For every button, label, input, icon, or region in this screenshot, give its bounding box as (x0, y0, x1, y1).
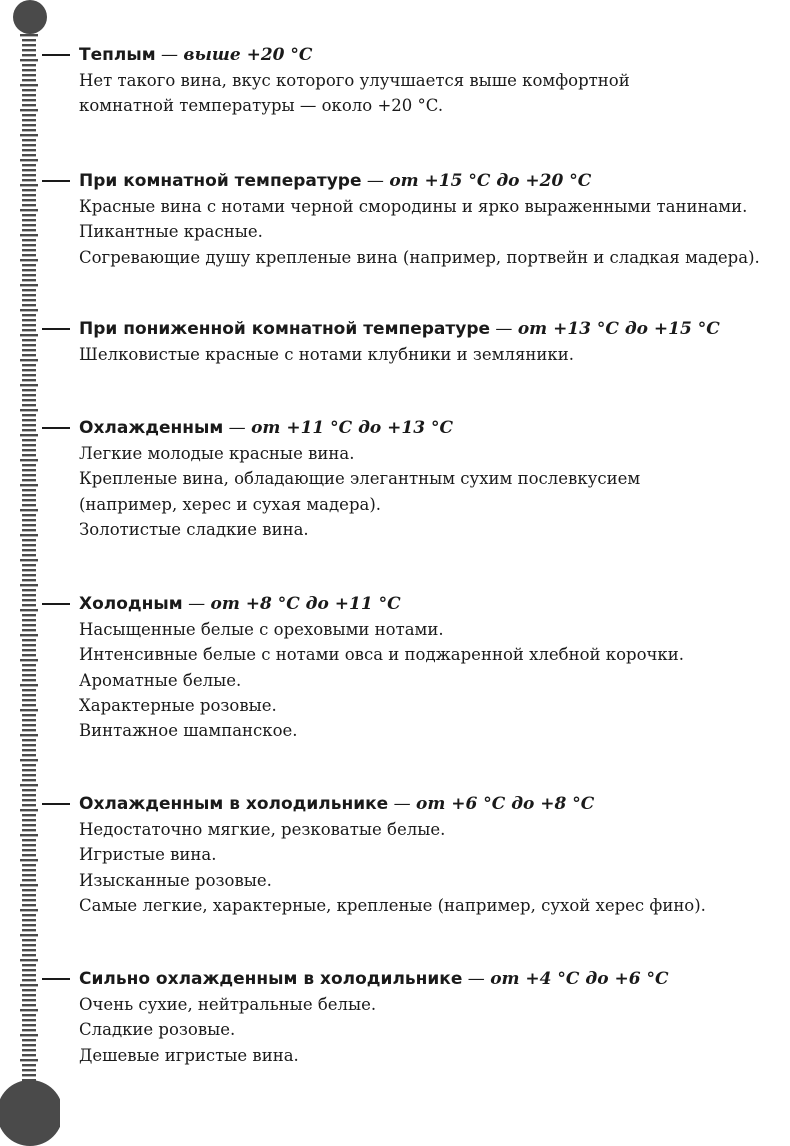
scale-tick (22, 149, 36, 151)
scale-tick (20, 484, 38, 486)
scale-tick (22, 274, 36, 276)
scale-tick (20, 284, 38, 286)
heading-label: Охлажденным (79, 418, 224, 438)
scale-tick (22, 1064, 36, 1066)
scale-tick (22, 554, 36, 556)
scale-tick (22, 1039, 36, 1041)
section-heading (42, 168, 782, 194)
heading-separator: — (361, 171, 390, 191)
heading-dash (42, 328, 70, 330)
scale-tick (20, 309, 38, 311)
scale-tick (22, 999, 36, 1001)
scale-tick (22, 589, 36, 591)
scale-tick (22, 899, 36, 901)
scale-tick (22, 249, 36, 251)
wine-line: Самые легкие, характерные, крепленые (например, сухой херес фино). (79, 895, 706, 915)
scale-tick (20, 34, 38, 36)
scale-tick (22, 749, 36, 751)
heading-dash (42, 603, 70, 605)
scale-tick (22, 449, 36, 451)
scale-tick (20, 1059, 38, 1061)
scale-tick (22, 1074, 36, 1076)
scale-tick (22, 49, 36, 51)
wine-line: Недостаточно мягкие, резковатые белые. (79, 820, 446, 839)
wine-line: комнатной температуры — около +20 °C. (79, 96, 444, 116)
scale-tick (22, 719, 36, 721)
scale-tick (20, 584, 38, 586)
temperature-section-fridge (42, 791, 782, 918)
scale-tick (22, 924, 36, 926)
scale-tick (22, 679, 36, 681)
scale-tick (22, 219, 36, 221)
heading-dash (42, 803, 70, 805)
wine-line: Характерные розовые. (79, 695, 277, 715)
scale-tick (22, 1004, 36, 1006)
section-heading (42, 42, 782, 68)
scale-tick (22, 1024, 36, 1026)
heading-label: Теплым (79, 45, 156, 65)
scale-tick (20, 184, 38, 186)
wine-line: (например, херес и сухая мадера). (79, 494, 382, 514)
scale-tick (20, 634, 38, 636)
scale-tick (22, 874, 36, 876)
scale-tick (22, 64, 36, 66)
scale-tick (22, 629, 36, 631)
scale-tick (22, 294, 36, 296)
section-lines (79, 194, 782, 270)
scale-tick (22, 789, 36, 791)
temperature-section-room (42, 168, 782, 270)
scale-tick (22, 164, 36, 166)
scale-tick (22, 619, 36, 621)
heading-dash (42, 978, 70, 980)
scale-tick (20, 159, 38, 161)
scale-tick (20, 234, 38, 236)
scale-tick (20, 984, 38, 986)
scale-tick (22, 419, 36, 421)
scale-tick (22, 74, 36, 76)
scale-tick (22, 194, 36, 196)
scale-tick (20, 734, 38, 736)
scale-tick (20, 459, 38, 461)
scale-tick (22, 139, 36, 141)
scale-tick (22, 974, 36, 976)
heading-range: от +6 °C до +8 °C (416, 794, 595, 814)
scale-tick (22, 504, 36, 506)
scale-tick (22, 264, 36, 266)
scale-tick (20, 684, 38, 686)
section-heading (42, 966, 782, 992)
temperature-section-cold (42, 591, 782, 743)
scale-tick (22, 544, 36, 546)
scale-tick (20, 559, 38, 561)
scale-tick (22, 824, 36, 826)
heading-separator: — (388, 794, 417, 814)
scale-tick (22, 269, 36, 271)
scale-tick (22, 1069, 36, 1071)
scale-tick (20, 109, 38, 111)
scale-tick (22, 764, 36, 766)
wine-line: Нет такого вина, вкус которого улучшается выше комфортной (79, 71, 630, 90)
scale-tick (22, 514, 36, 516)
section-heading (42, 415, 782, 441)
scale-tick (22, 844, 36, 846)
heading-label: Холодным (79, 594, 183, 614)
scale-tick (20, 384, 38, 386)
scale-tick (22, 664, 36, 666)
scale-tick (22, 279, 36, 281)
scale-tick (20, 909, 38, 911)
scale-tick (22, 404, 36, 406)
scale-tick (22, 144, 36, 146)
scale-tick (22, 104, 36, 106)
temperature-section-warm (42, 42, 782, 119)
wine-line: Дешевые игристые вина. (79, 1045, 299, 1065)
scale-tick (22, 174, 36, 176)
scale-tick (22, 414, 36, 416)
scale-tick (22, 1049, 36, 1051)
scale-tick (22, 239, 36, 241)
scale-tick (22, 479, 36, 481)
scale-tick (22, 674, 36, 676)
scale-tick (22, 774, 36, 776)
heading-range: от +15 °C до +20 °C (389, 171, 592, 191)
scale-tick (22, 1029, 36, 1031)
scale-tick (22, 204, 36, 206)
section-lines (79, 992, 782, 1068)
scale-tick (22, 529, 36, 531)
scale-tick (22, 814, 36, 816)
scale-tick (22, 169, 36, 171)
heading-dash (42, 54, 70, 56)
heading-dash (42, 180, 70, 182)
scale-tick (22, 939, 36, 941)
scale-tick (20, 884, 38, 886)
scale-tick (22, 224, 36, 226)
scale-tick (22, 39, 36, 41)
scale-tick (22, 849, 36, 851)
scale-tick (22, 669, 36, 671)
section-heading (42, 591, 782, 617)
scale-tick (22, 524, 36, 526)
scale-tick (20, 259, 38, 261)
scale-tick (22, 464, 36, 466)
scale-tick (22, 349, 36, 351)
wine-line: Игристые вина. (79, 845, 217, 865)
scale-tick (22, 229, 36, 231)
scale-tick (20, 659, 38, 661)
scale-tick (22, 599, 36, 601)
scale-tick (22, 1019, 36, 1021)
scale-tick (22, 454, 36, 456)
section-lines (79, 817, 782, 918)
wine-line: Насыщенные белые с ореховыми нотами. (79, 620, 444, 639)
scale-tick (22, 379, 36, 381)
heading-separator: — (223, 418, 252, 438)
scale-tick (20, 534, 38, 536)
scale-tick (22, 1044, 36, 1046)
scale-tick (22, 394, 36, 396)
scale-tick (20, 359, 38, 361)
wine-line: Интенсивные белые с нотами овса и поджаренной хлебной корочки. (79, 645, 684, 665)
scale-tick (22, 879, 36, 881)
temperature-section-very-cold (42, 966, 782, 1068)
scale-tick (22, 574, 36, 576)
section-lines (79, 441, 782, 542)
scale-tick (22, 729, 36, 731)
scale-tick (20, 809, 38, 811)
scale-tick (22, 469, 36, 471)
scale-tick (22, 499, 36, 501)
section-lines (79, 342, 782, 367)
wine-line: Ароматные белые. (79, 670, 242, 690)
scale-tick (22, 519, 36, 521)
scale-tick (22, 319, 36, 321)
scale-tick (22, 689, 36, 691)
scale-tick (22, 124, 36, 126)
scale-tick (22, 339, 36, 341)
scale-tick (22, 839, 36, 841)
scale-tick (20, 434, 38, 436)
scale-tick (22, 79, 36, 81)
scale-tick (22, 639, 36, 641)
wine-line: Изысканные розовые. (79, 870, 272, 890)
scale-tick (22, 799, 36, 801)
scale-tick (22, 564, 36, 566)
scale-tick (20, 759, 38, 761)
scale-tick (22, 99, 36, 101)
heading-label: Охлажденным в холодильнике (79, 794, 389, 814)
scale-tick (22, 44, 36, 46)
scale-tick (22, 819, 36, 821)
scale-tick (22, 644, 36, 646)
scale-tick (22, 549, 36, 551)
scale-tick (22, 624, 36, 626)
section-lines (79, 68, 782, 119)
wine-line: Шелковистые красные с нотами клубники и земляники. (79, 345, 574, 364)
scale-tick (22, 429, 36, 431)
scale-tick (22, 914, 36, 916)
scale-tick (20, 859, 38, 861)
scale-tick (22, 744, 36, 746)
scale-tick (22, 369, 36, 371)
heading-label: При комнатной температуре (79, 171, 362, 191)
scale-tick (22, 1054, 36, 1056)
scale-tick (20, 834, 38, 836)
scale-tick (22, 54, 36, 56)
scale-tick (22, 154, 36, 156)
scale-tick (22, 389, 36, 391)
scale-tick (22, 949, 36, 951)
scale-tick (20, 409, 38, 411)
wine-line: Пикантные красные. (79, 222, 263, 242)
scale-tick (22, 444, 36, 446)
section-heading (42, 791, 782, 817)
scale-tick (22, 129, 36, 131)
scale-tick (22, 579, 36, 581)
scale-tick (22, 979, 36, 981)
scale-tick (20, 784, 38, 786)
thermometer-bulb (0, 1080, 60, 1146)
heading-range: выше +20 °C (183, 45, 313, 65)
heading-range: от +8 °C до +11 °C (210, 594, 401, 614)
scale-tick (22, 89, 36, 91)
wine-line: Согревающие душу крепленые вина (например, портвейн и сладкая мадера). (79, 247, 760, 267)
scale-tick (22, 654, 36, 656)
wine-line: Сладкие розовые. (79, 1020, 236, 1040)
scale-tick (22, 724, 36, 726)
scale-tick (20, 934, 38, 936)
scale-tick (22, 374, 36, 376)
heading-separator: — (155, 45, 184, 65)
wine-line: Винтажное шампанское. (79, 721, 298, 741)
scale-tick (22, 854, 36, 856)
heading-label: При пониженной комнатной температуре (79, 319, 491, 339)
scale-tick (22, 354, 36, 356)
scale-tick (20, 84, 38, 86)
scale-tick (22, 869, 36, 871)
scale-tick (22, 304, 36, 306)
scale-tick (22, 904, 36, 906)
scale-tick (22, 424, 36, 426)
scale-tick (22, 364, 36, 366)
scale-tick (22, 969, 36, 971)
scale-tick (22, 604, 36, 606)
temperature-section-cool-room (42, 316, 782, 367)
scale-tick (22, 954, 36, 956)
scale-tick (22, 739, 36, 741)
wine-line: Легкие молодые красные вина. (79, 444, 355, 463)
scale-tick (22, 314, 36, 316)
scale-tick (20, 959, 38, 961)
scale-tick (22, 439, 36, 441)
scale-tick (22, 489, 36, 491)
scale-tick (22, 1014, 36, 1016)
scale-tick (22, 539, 36, 541)
scale-tick (22, 344, 36, 346)
scale-tick (22, 594, 36, 596)
scale-tick (22, 614, 36, 616)
scale-tick (22, 299, 36, 301)
scale-tick (22, 289, 36, 291)
scale-tick (20, 334, 38, 336)
scale-tick (22, 189, 36, 191)
scale-tick (20, 209, 38, 211)
scale-tick (22, 329, 36, 331)
scale-tick (22, 94, 36, 96)
wine-line: Крепленые вина, обладающие элегантным сухим послевкусием (79, 469, 641, 489)
heading-range: от +11 °C до +13 °C (251, 418, 454, 438)
heading-range: от +4 °C до +6 °C (490, 969, 669, 989)
scale-tick (22, 714, 36, 716)
section-heading (42, 316, 782, 342)
heading-range: от +13 °C до +15 °C (517, 319, 720, 339)
scale-tick (20, 1009, 38, 1011)
scale-tick (22, 114, 36, 116)
scale-tick (22, 474, 36, 476)
scale-tick (22, 894, 36, 896)
scale-tick (20, 59, 38, 61)
scale-tick (22, 804, 36, 806)
scale-tick (22, 254, 36, 256)
heading-dash (42, 427, 70, 429)
scale-tick (22, 649, 36, 651)
scale-tick (20, 709, 38, 711)
scale-tick (22, 944, 36, 946)
wine-line: Золотистые сладкие вина. (79, 519, 309, 539)
scale-tick (22, 754, 36, 756)
scale-tick (22, 769, 36, 771)
wine-line: Очень сухие, нейтральные белые. (79, 995, 377, 1014)
scale-tick (20, 134, 38, 136)
scale-tick (22, 119, 36, 121)
scale-tick (22, 989, 36, 991)
thermometer-ticks (20, 34, 38, 1081)
heading-separator: — (462, 969, 491, 989)
scale-tick (22, 704, 36, 706)
scale-tick (22, 214, 36, 216)
scale-tick (22, 244, 36, 246)
heading-separator: — (182, 594, 211, 614)
scale-tick (22, 179, 36, 181)
scale-tick (22, 994, 36, 996)
scale-tick (22, 694, 36, 696)
scale-tick (22, 889, 36, 891)
scale-tick (22, 929, 36, 931)
scale-tick (22, 324, 36, 326)
scale-tick (20, 609, 38, 611)
scale-tick (22, 829, 36, 831)
heading-separator: — (490, 319, 518, 339)
scale-tick (22, 919, 36, 921)
thermometer-top-cap (13, 0, 47, 34)
scale-tick (20, 509, 38, 511)
scale-tick (20, 1034, 38, 1036)
heading-label: Сильно охлажденным в холодильнике (79, 969, 463, 989)
scale-tick (22, 964, 36, 966)
scale-tick (22, 399, 36, 401)
scale-tick (22, 69, 36, 71)
scale-tick (22, 699, 36, 701)
scale-tick (22, 779, 36, 781)
scale-tick (22, 494, 36, 496)
scale-tick (22, 794, 36, 796)
scale-tick (22, 199, 36, 201)
temperature-section-chilled (42, 415, 782, 542)
scale-tick (22, 569, 36, 571)
section-lines (79, 617, 782, 743)
scale-tick (22, 864, 36, 866)
wine-line: Красные вина с нотами черной смородины и ярко выраженными танинами. (79, 197, 748, 216)
